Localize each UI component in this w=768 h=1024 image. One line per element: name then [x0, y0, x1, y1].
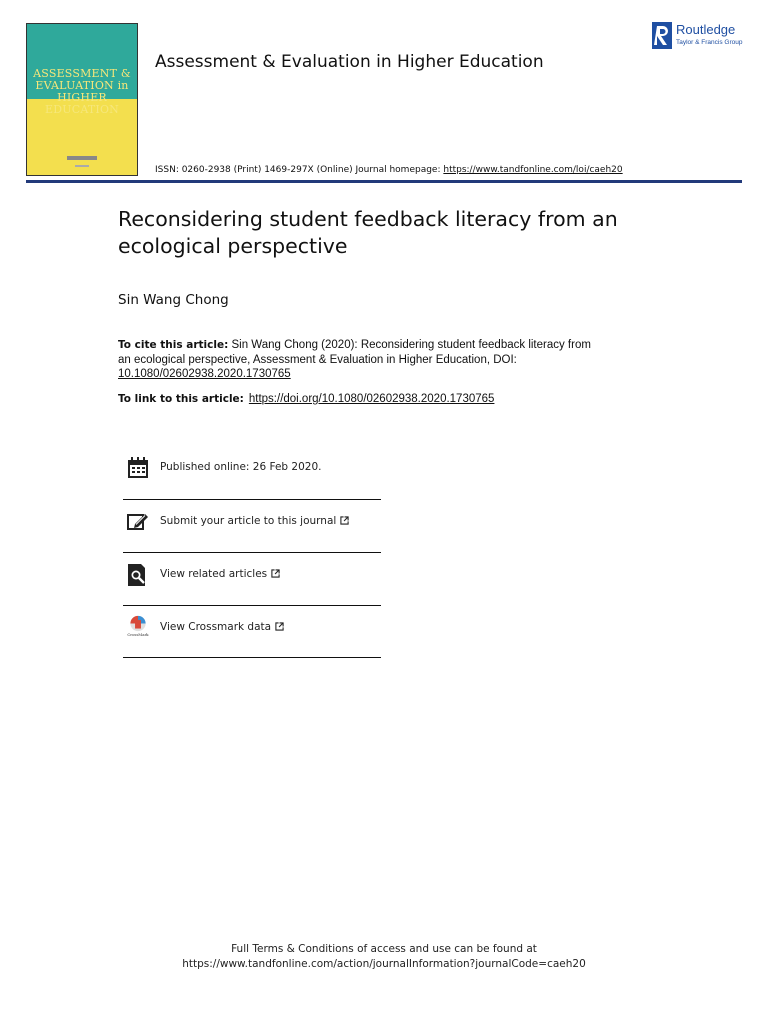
action-divider — [123, 657, 381, 658]
external-link-icon — [340, 516, 349, 525]
publisher-logo — [652, 22, 744, 50]
related-articles-link[interactable] — [160, 568, 280, 580]
journal-cover-image — [26, 23, 138, 176]
crossmark-icon-text: CrossMark — [127, 632, 149, 637]
crossmark-label: View Crossmark data — [160, 621, 272, 633]
cite-label: To cite this article: — [118, 339, 229, 351]
submit-article-link[interactable] — [160, 515, 349, 527]
journal-homepage-link[interactable]: https://www.tandfonline.com/loi/caeh20 — [443, 165, 623, 175]
submit-article-row[interactable] — [123, 502, 381, 554]
published-date: Published online: 26 Feb 2020. — [160, 461, 322, 473]
article-title: Reconsidering student feedback literacy from an ecological perspective — [118, 207, 618, 258]
search-document-icon — [127, 564, 149, 586]
published-row — [123, 448, 381, 500]
publisher-name: Routledge — [676, 22, 736, 37]
footer-terms — [0, 942, 768, 972]
edit-icon — [127, 511, 149, 533]
footer-terms-link[interactable]: https://www.tandfonline.com/action/journalInformation?journalCode=caeh20 — [182, 958, 586, 970]
journal-title: Assessment & Evaluation in Higher Education — [155, 52, 544, 72]
link-label: To link to this article: — [118, 393, 244, 405]
issn-line — [155, 165, 623, 175]
action-divider — [123, 605, 381, 606]
crossmark-link[interactable] — [160, 621, 284, 633]
article-doi-link[interactable]: https://doi.org/10.1080/02602938.2020.1730765 — [248, 393, 495, 405]
cover-publisher-logo — [67, 156, 97, 160]
article-author: Sin Wang Chong — [118, 292, 229, 308]
related-articles-row[interactable] — [123, 555, 381, 607]
citation-block — [118, 338, 598, 382]
external-link-icon — [271, 569, 280, 578]
crossmark-row[interactable] — [123, 608, 381, 660]
submit-article-label: Submit your article to this journal — [160, 515, 337, 527]
related-articles-label: View related articles — [160, 568, 268, 580]
cover-publisher-logo-sub — [75, 165, 89, 167]
action-divider — [123, 552, 381, 553]
header-divider — [26, 180, 742, 183]
cite-text: Sin Wang Chong (2020): Reconsidering student feedback literacy from an ecological perspective, Assessment & Evaluation in Higher Education, DOI: — [118, 339, 591, 366]
routledge-r-icon — [652, 22, 672, 49]
cite-doi-link[interactable]: 10.1080/02602938.2020.1730765 — [118, 368, 291, 380]
publisher-group: Taylor & Francis Group — [676, 39, 743, 46]
cover-title: ASSESSMENT & EVALUATION in HIGHER EDUCATION — [33, 67, 131, 116]
action-divider — [123, 499, 381, 500]
crossmark-icon — [127, 615, 149, 637]
article-actions-box — [123, 448, 381, 660]
footer-terms-text: Full Terms & Conditions of access and use can be found at — [231, 943, 537, 955]
calendar-icon — [127, 457, 149, 479]
issn-text: ISSN: 0260-2938 (Print) 1469-297X (Online) Journal homepage: — [155, 165, 444, 175]
external-link-icon — [275, 622, 284, 631]
article-link-block — [118, 393, 494, 405]
